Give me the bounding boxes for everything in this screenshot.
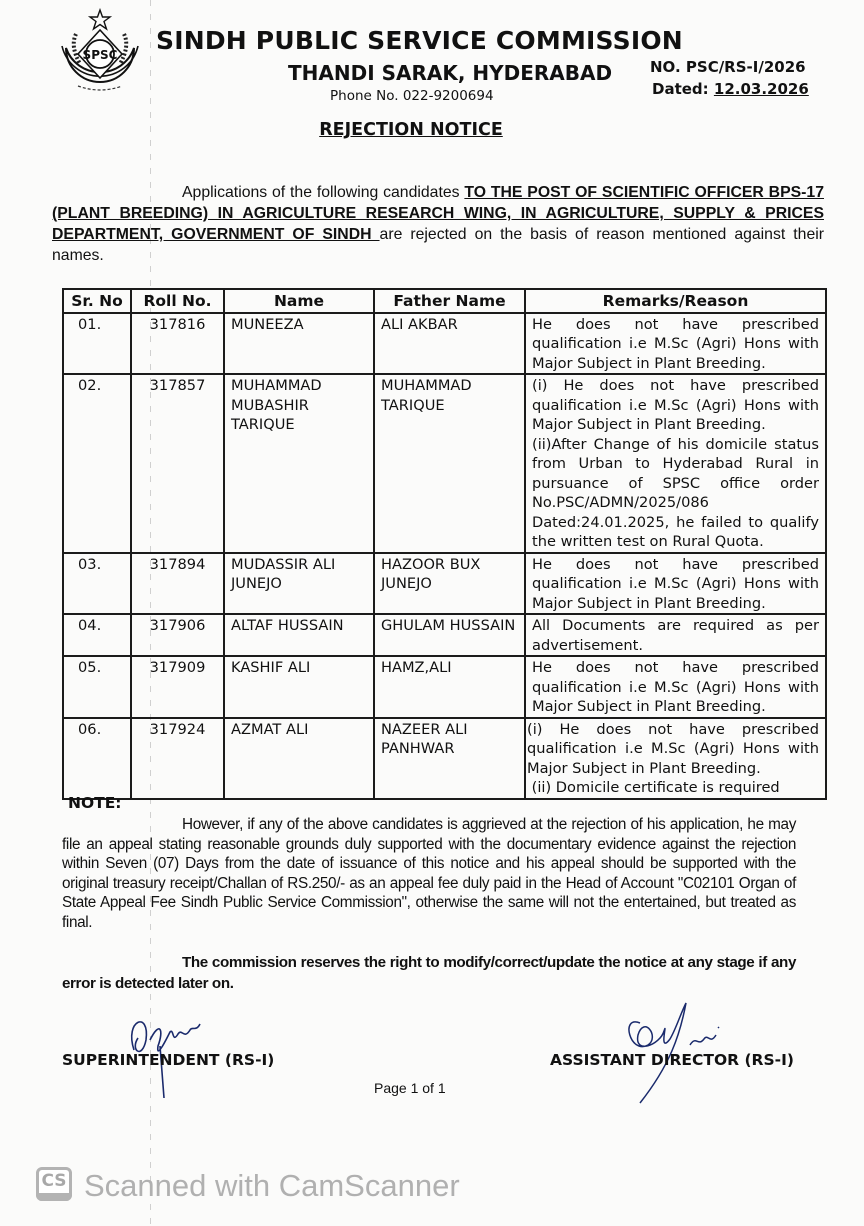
intro-tail: are rejected on the basis of reason mentioned against their names.	[52, 226, 824, 264]
cell-father: MUHAMMAD TARIQUE	[374, 374, 525, 553]
spsc-emblem-icon	[56, 8, 144, 100]
reservation-text: The commission reserves the right to modify/correct/update the notice at any stage if any error is detected later on.	[62, 954, 796, 992]
table-header-row	[63, 289, 826, 313]
cell-roll: 317906	[131, 614, 224, 656]
header-name: Name	[224, 289, 374, 313]
table-row	[63, 718, 826, 799]
reservation-statement	[62, 952, 796, 994]
cell-sr: 03.	[63, 553, 131, 615]
cell-father: HAMZ,ALI	[374, 656, 525, 718]
cell-father: GHULAM HUSSAIN	[374, 614, 525, 656]
page-number: Page 1 of 1	[374, 1080, 446, 1096]
cell-father: ALI AKBAR	[374, 313, 525, 375]
header-roll-no: Roll No.	[131, 289, 224, 313]
cell-roll: 317909	[131, 656, 224, 718]
cell-sr: 06.	[63, 718, 131, 799]
page-title: REJECTION NOTICE	[319, 120, 503, 140]
cell-sr: 04.	[63, 614, 131, 656]
cell-remarks: He does not have prescribed qualification i.e M.Sc (Agri) Hons with Major Subject in Plant Breeding.	[525, 656, 826, 718]
table-row	[63, 553, 826, 615]
cell-sr: 05.	[63, 656, 131, 718]
cell-name: MUHAMMAD MUBASHIR TARIQUE	[224, 374, 374, 553]
table-row	[63, 656, 826, 718]
cell-remarks: (i) He does not have prescribed qualification i.e M.Sc (Agri) Hons with Major Subject in Plant Breeding. (ii) Domicile certificate is required	[525, 718, 826, 799]
cell-roll: 317816	[131, 313, 224, 375]
reference-date	[652, 80, 809, 98]
cell-name: ALTAF HUSSAIN	[224, 614, 374, 656]
header-sr-no: Sr. No	[63, 289, 131, 313]
rejection-table	[62, 288, 827, 800]
note-label: NOTE:	[68, 794, 122, 812]
cell-name: MUNEEZA	[224, 313, 374, 375]
cell-remarks: All Documents are required as per advertisement.	[525, 614, 826, 656]
cell-roll: 317857	[131, 374, 224, 553]
table-row	[63, 374, 826, 553]
table-row	[63, 313, 826, 375]
date-value: 12.03.2026	[713, 80, 809, 98]
header-remarks: Remarks/Reason	[525, 289, 826, 313]
cell-name: KASHIF ALI	[224, 656, 374, 718]
cell-remarks: He does not have prescribed qualification i.e M.Sc (Agri) Hons with Major Subject in Plant Breeding.	[525, 553, 826, 615]
table-row	[63, 614, 826, 656]
reference-number: NO. PSC/RS-I/2026	[650, 58, 806, 76]
assistant-director-title: ASSISTANT DIRECTOR (RS-I)	[550, 1051, 794, 1069]
cell-roll: 317924	[131, 718, 224, 799]
note-paragraph	[62, 815, 796, 933]
cell-roll: 317894	[131, 553, 224, 615]
cell-remarks: He does not have prescribed qualification i.e M.Sc (Agri) Hons with Major Subject in Plant Breeding.	[525, 313, 826, 375]
cell-remarks: (i) He does not have prescribed qualification i.e M.Sc (Agri) Hons with Major Subject in Plant Breeding. (ii)After Change of his domicile status from Urban to Hyderabad Rural in pursuance of SPSC office order No.PSC/ADMN/2025/086 Dated:24.01.2025, he failed to qualify the written test on Rural Quota.	[525, 374, 826, 553]
intro-paragraph	[52, 182, 824, 266]
cell-sr: 02.	[63, 374, 131, 553]
intro-lead: Applications of the following candidates	[182, 184, 465, 201]
superintendent-title: SUPERINTENDENT (RS-I)	[62, 1051, 275, 1069]
cell-name: AZMAT ALI	[224, 718, 374, 799]
cell-father: NAZEER ALI PANHWAR	[374, 718, 525, 799]
cell-name: MUDASSIR ALI JUNEJO	[224, 553, 374, 615]
organization-name: SINDH PUBLIC SERVICE COMMISSION	[156, 26, 683, 55]
note-text: However, if any of the above candidates is aggrieved at the rejection of his application, he may file an appeal stating reasonable grounds duly supported with the documentary evidence against the rejection within Seven (07) Days from the date of issuance of this notice and his appeal should be supported with the original treasury receipt/Challan of RS.250/- as an appeal fee duly paid in the Head of Account "C02101 Organ of State Appeal Fee Sindh Public Service Commission", otherwise the same will not the entertained, but treated as final.	[62, 816, 796, 931]
svg-text:SPSC: SPSC	[82, 48, 118, 62]
camscanner-watermark: Scanned with CamScanner	[84, 1168, 460, 1203]
camscanner-logo-icon: CS	[36, 1167, 72, 1201]
date-label: Dated:	[652, 80, 709, 98]
cell-father: HAZOOR BUX JUNEJO	[374, 553, 525, 615]
cell-sr: 01.	[63, 313, 131, 375]
header-father-name: Father Name	[374, 289, 525, 313]
assistant-director-signature-icon	[600, 995, 750, 1105]
organization-phone: Phone No. 022-9200694	[330, 88, 494, 104]
intro-post-title: TO THE POST OF SCIENTIFIC OFFICER BPS-17 (PLANT BREEDING) IN AGRICULTURE RESEARCH WING, IN AGRICULTURE, SUPPLY & PRICES DEPARTMENT, GOVERNMENT OF SINDH	[52, 184, 824, 243]
organization-address: THANDI SARAK, HYDERABAD	[288, 61, 613, 85]
